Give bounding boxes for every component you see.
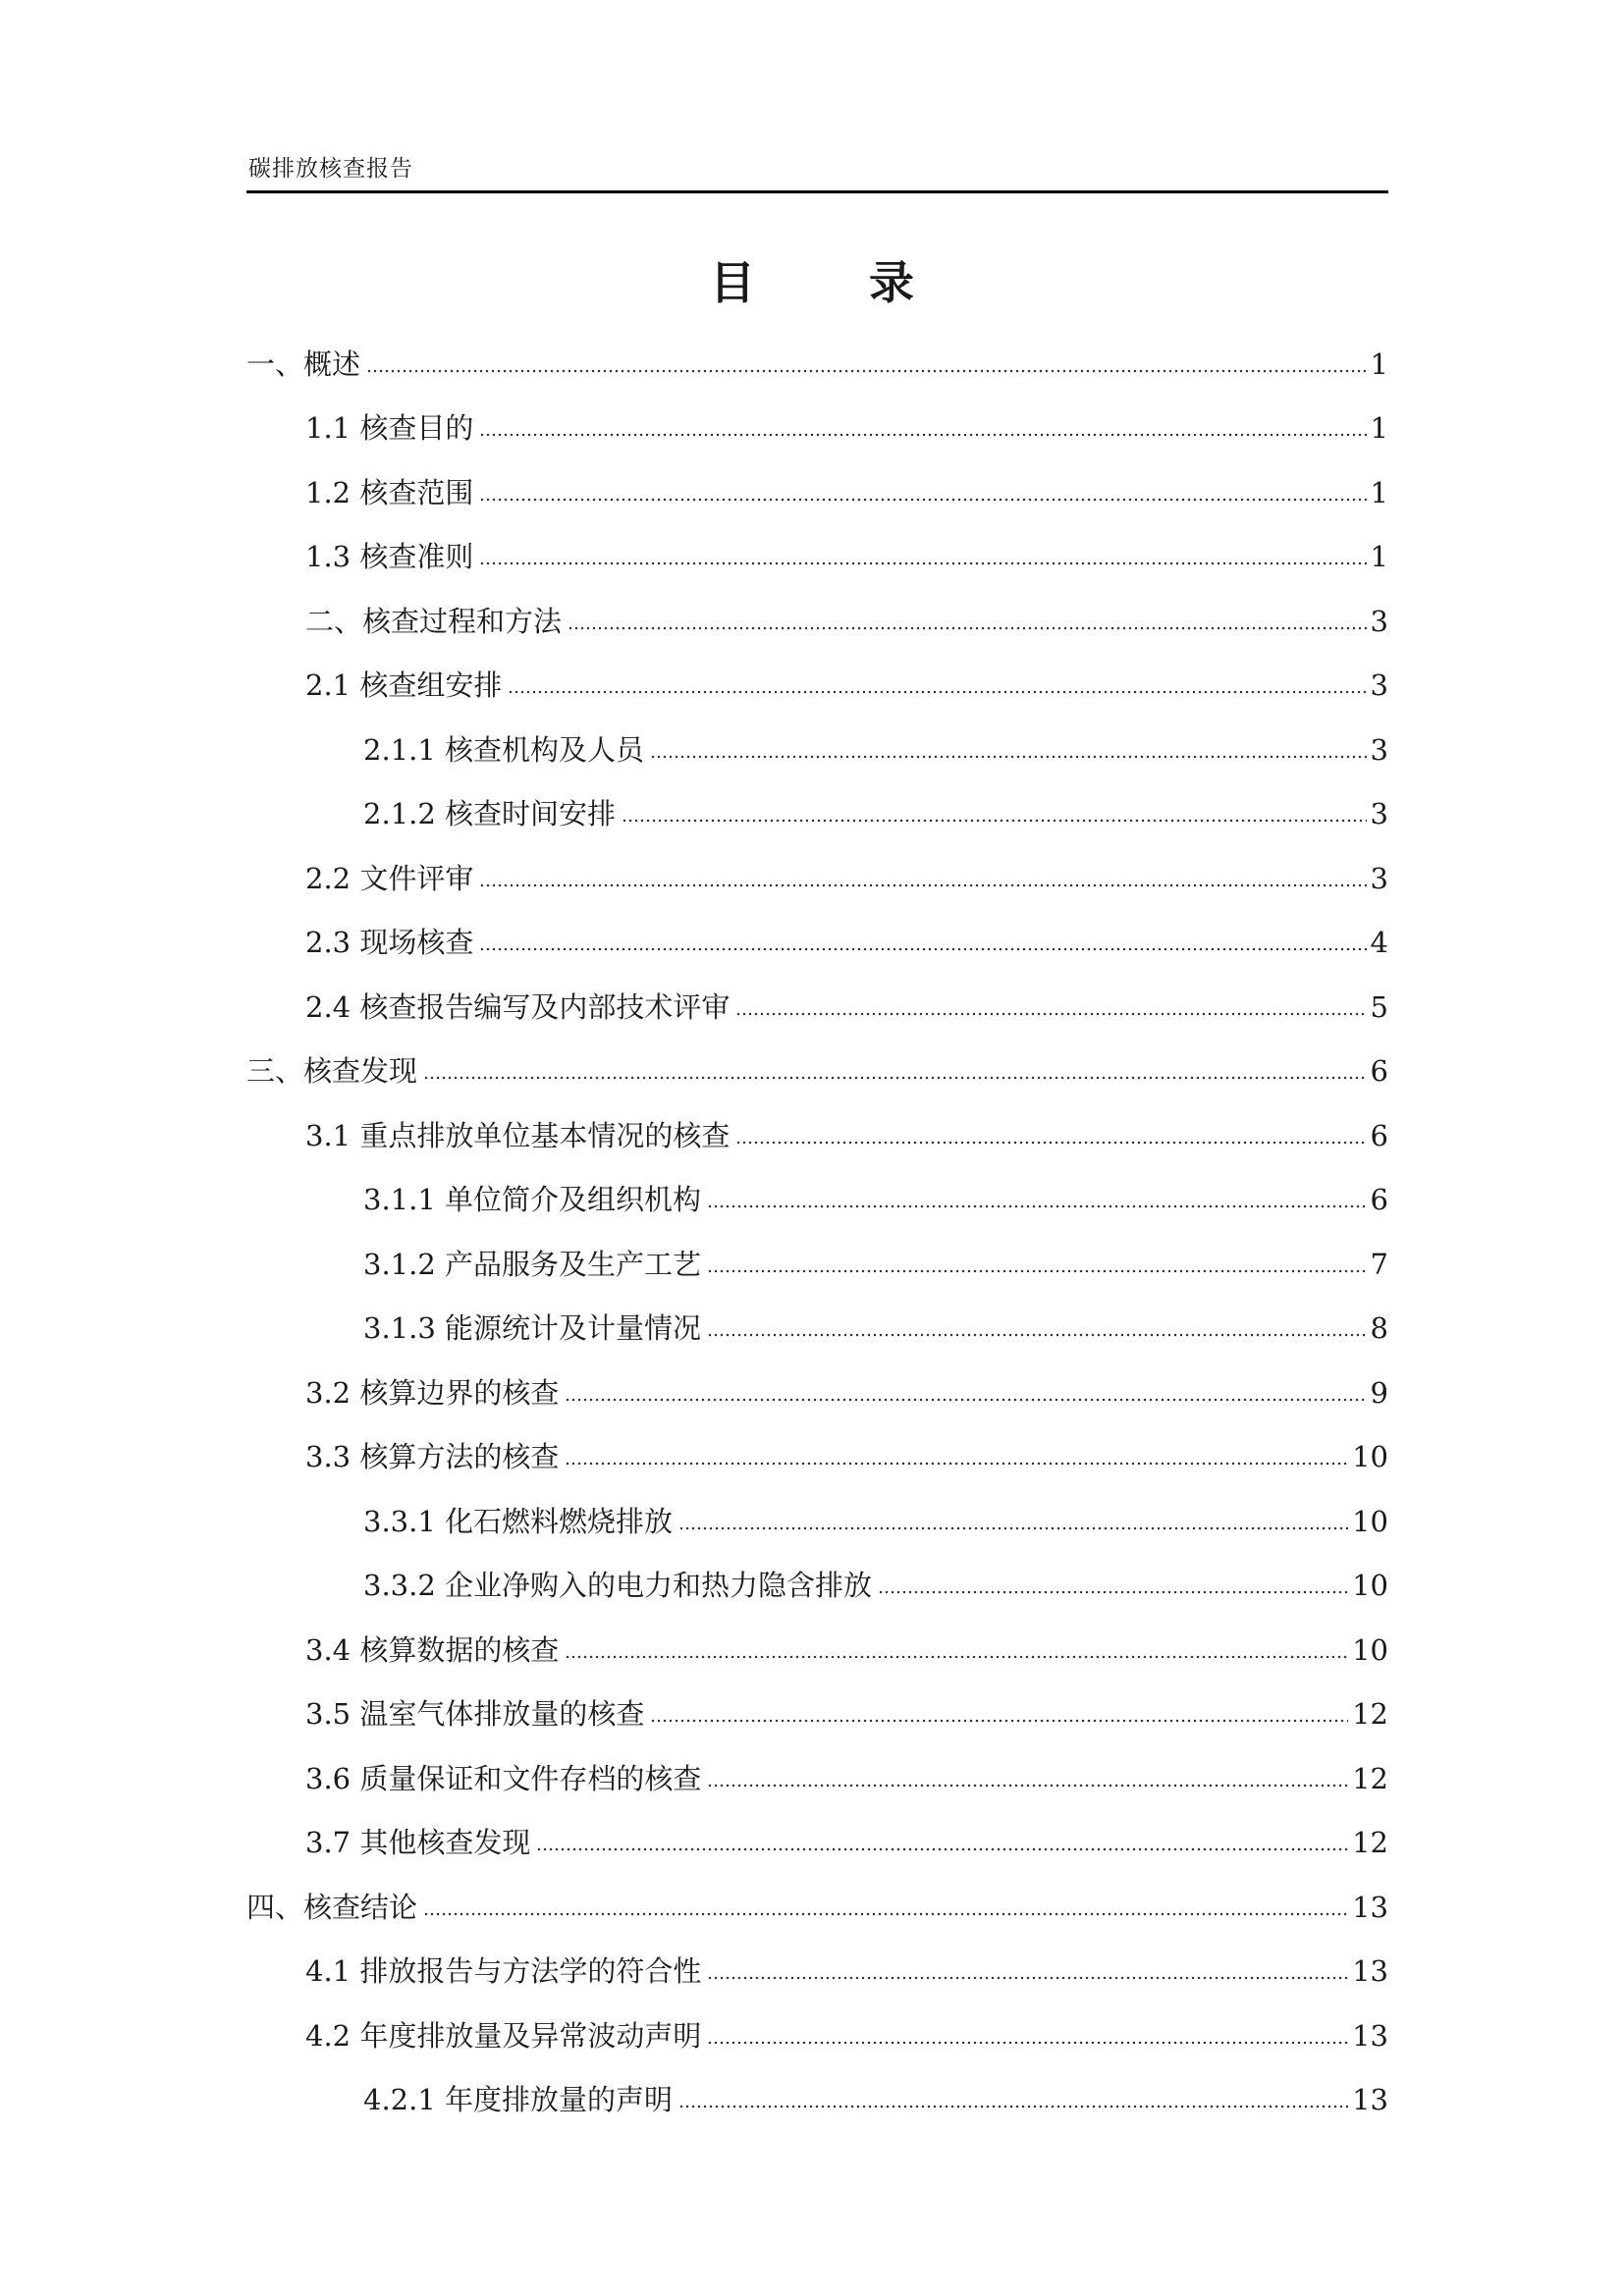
toc-entry-label: 3.4 核算数据的核查 [305, 1632, 560, 1667]
toc-entry-label: 4.2.1 年度排放量的声明 [363, 2083, 674, 2117]
toc-entry[interactable] [246, 2068, 1388, 2133]
toc-entry[interactable] [246, 1811, 1388, 1876]
toc-entry-label: 1.1 核查目的 [305, 411, 474, 446]
toc-page-number: 1 [1370, 475, 1388, 509]
dot-leader [536, 1847, 1348, 1851]
toc-entry[interactable] [246, 911, 1388, 976]
running-header-title: 碳排放核查报告 [248, 156, 413, 182]
table-of-contents [246, 332, 1388, 2132]
dot-leader [735, 1012, 1366, 1016]
toc-entry[interactable] [246, 589, 1388, 654]
toc-entry-label: 2.3 现场核查 [305, 926, 474, 960]
dot-leader [366, 369, 1367, 373]
dot-leader [678, 1526, 1348, 1530]
toc-entry[interactable] [246, 1361, 1388, 1425]
toc-entry[interactable] [246, 975, 1388, 1040]
toc-page-number: 1 [1370, 411, 1388, 446]
toc-entry[interactable] [246, 718, 1388, 782]
toc-entry-label: 1.3 核查准则 [305, 540, 474, 574]
dot-leader [735, 1141, 1366, 1145]
toc-entry[interactable] [246, 1232, 1388, 1297]
toc-page-number: 1 [1370, 540, 1388, 574]
toc-entry-label: 3.1.3 能源统计及计量情况 [363, 1311, 702, 1346]
toc-page-number: 9 [1370, 1375, 1388, 1410]
toc-entry[interactable] [246, 1040, 1388, 1104]
dot-leader [650, 755, 1367, 759]
dot-leader [508, 690, 1366, 694]
toc-page-number: 10 [1352, 1632, 1388, 1667]
toc-entry-label: 3.7 其他核查发现 [305, 1826, 531, 1860]
dot-leader [423, 1912, 1348, 1916]
toc-entry-label: 1.2 核查范围 [305, 475, 474, 509]
toc-page-number: 13 [1352, 1890, 1388, 1924]
toc-entry[interactable] [246, 846, 1388, 911]
toc-page-number: 6 [1370, 1054, 1388, 1089]
dot-leader [479, 947, 1366, 951]
toc-entry-label: 4.1 排放报告与方法学的符合性 [305, 1954, 702, 1989]
toc-entry-label: 2.2 文件评审 [305, 861, 474, 895]
toc-entry[interactable] [246, 1297, 1388, 1362]
toc-entry[interactable] [246, 1168, 1388, 1233]
toc-entry-label: 4.2 年度排放量及异常波动声明 [305, 2018, 702, 2053]
dot-leader [568, 626, 1367, 630]
toc-entry[interactable] [246, 2003, 1388, 2068]
toc-page-number: 8 [1370, 1311, 1388, 1346]
dot-leader [423, 1076, 1367, 1080]
dot-leader [479, 561, 1366, 565]
toc-page-number: 10 [1352, 1440, 1388, 1474]
toc-entry-label: 2.1 核查组安排 [305, 668, 503, 703]
toc-entry-label: 2.1.1 核查机构及人员 [363, 732, 645, 767]
dot-leader [565, 1462, 1348, 1466]
toc-entry-label: 3.1.2 产品服务及生产工艺 [363, 1247, 702, 1281]
dot-leader [565, 1655, 1348, 1659]
toc-page-number: 3 [1370, 604, 1388, 638]
toc-page-number: 3 [1370, 861, 1388, 895]
toc-entry[interactable] [246, 397, 1388, 461]
dot-leader [707, 1333, 1367, 1337]
toc-page-number: 10 [1352, 1569, 1388, 1603]
dot-leader [565, 1398, 1366, 1402]
toc-entry[interactable] [246, 1746, 1388, 1811]
dot-leader [678, 2105, 1348, 2109]
toc-page-number: 12 [1352, 1761, 1388, 1795]
toc-page-number: 1 [1370, 347, 1388, 381]
toc-page-number: 6 [1370, 1118, 1388, 1152]
page-header [246, 155, 1388, 193]
dot-leader [707, 1204, 1367, 1208]
toc-entry[interactable] [246, 1103, 1388, 1168]
dot-leader [707, 1784, 1348, 1788]
toc-page-number: 3 [1370, 668, 1388, 703]
toc-entry[interactable] [246, 460, 1388, 525]
toc-entry-label: 四、核查结论 [246, 1890, 418, 1924]
dot-leader [622, 819, 1367, 823]
toc-entry[interactable] [246, 332, 1388, 397]
toc-page-number: 12 [1352, 1697, 1388, 1732]
toc-entry-label: 3.6 质量保证和文件存档的核查 [305, 1761, 702, 1795]
toc-entry-label: 二、核查过程和方法 [305, 604, 563, 638]
toc-page-number: 13 [1352, 2083, 1388, 2117]
toc-entry[interactable] [246, 1875, 1388, 1940]
toc-entry-label: 一、概述 [246, 347, 361, 381]
toc-entry[interactable] [246, 1940, 1388, 2004]
toc-page-number: 3 [1370, 797, 1388, 831]
dot-leader [878, 1590, 1348, 1594]
toc-entry[interactable] [246, 1425, 1388, 1490]
dot-leader [479, 498, 1366, 502]
page-title: 目 录 [709, 256, 963, 309]
toc-page-number: 3 [1370, 732, 1388, 767]
toc-entry[interactable] [246, 525, 1388, 590]
toc-page-number: 12 [1352, 1826, 1388, 1860]
toc-entry-label: 3.3.2 企业净购入的电力和热力隐含排放 [363, 1569, 873, 1603]
toc-entry-label: 3.2 核算边界的核查 [305, 1375, 560, 1410]
toc-entry[interactable] [246, 1682, 1388, 1747]
toc-page-number: 4 [1370, 926, 1388, 960]
toc-page-number: 5 [1370, 989, 1388, 1024]
toc-entry-label: 3.5 温室气体排放量的核查 [305, 1697, 645, 1732]
dot-leader [650, 1719, 1348, 1723]
toc-page-number: 13 [1352, 2018, 1388, 2053]
dot-leader [479, 433, 1366, 437]
toc-entry[interactable] [246, 1554, 1388, 1619]
toc-page-number: 7 [1370, 1247, 1388, 1281]
toc-entry-label: 3.3 核算方法的核查 [305, 1440, 560, 1474]
toc-entry[interactable] [246, 1489, 1388, 1554]
toc-entry[interactable] [246, 1618, 1388, 1682]
toc-entry-label: 3.3.1 化石燃料燃烧排放 [363, 1504, 674, 1538]
toc-entry-label: 3.1 重点排放单位基本情况的核查 [305, 1118, 731, 1152]
dot-leader [707, 1976, 1348, 1980]
dot-leader [479, 883, 1366, 887]
toc-entry[interactable] [246, 782, 1388, 847]
toc-entry[interactable] [246, 654, 1388, 719]
toc-entry-label: 2.4 核查报告编写及内部技术评审 [305, 989, 731, 1024]
toc-page-number: 6 [1370, 1183, 1388, 1217]
dot-leader [707, 2041, 1348, 2045]
toc-entry-label: 2.1.2 核查时间安排 [363, 797, 617, 831]
dot-leader [707, 1269, 1367, 1273]
toc-page-number: 13 [1352, 1954, 1388, 1989]
toc-page-number: 10 [1352, 1504, 1388, 1538]
toc-entry-label: 三、核查发现 [246, 1054, 418, 1089]
toc-entry-label: 3.1.1 单位简介及组织机构 [363, 1183, 702, 1217]
